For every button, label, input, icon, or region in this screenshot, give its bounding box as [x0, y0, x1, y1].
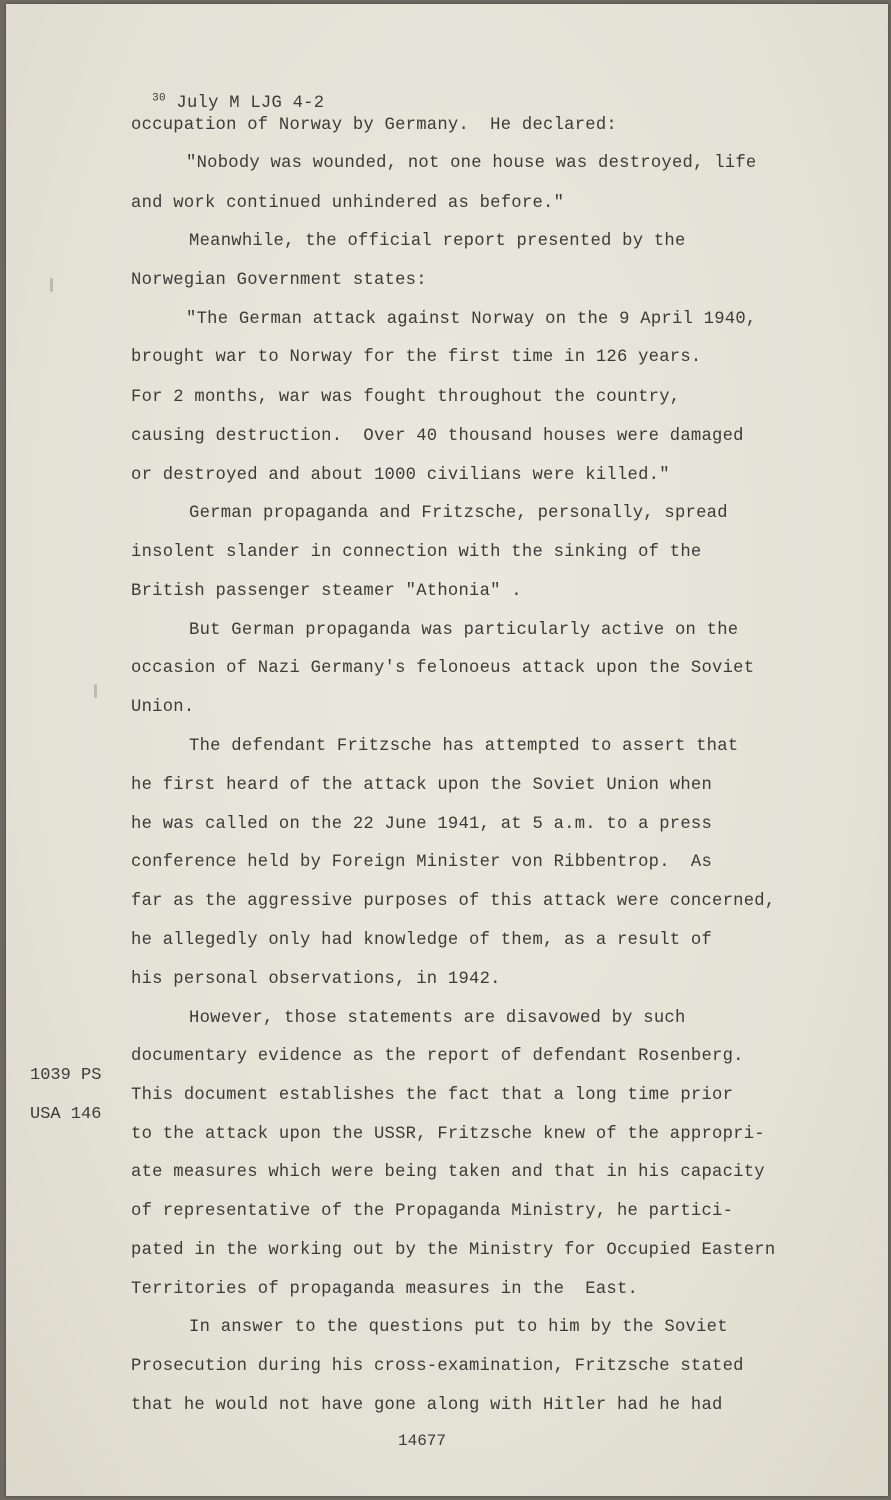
text-line: occupation of Norway by Germany. He declared: — [131, 116, 617, 135]
text-line: that he would not have gone along with Hitler had he had — [131, 1396, 723, 1415]
text-line: ate measures which were being taken and that in his capacity — [131, 1163, 765, 1182]
text-line: of representative of the Propaganda Ministry, he partici- — [131, 1202, 734, 1221]
header-date-superscript: 30 — [152, 92, 166, 105]
document-header — [131, 74, 324, 114]
text-line: The defendant Fritzsche has attempted to assert that — [189, 737, 739, 756]
text-line: But German propaganda was particularly active on the — [189, 621, 739, 640]
page-number: 14677 — [398, 1432, 447, 1450]
text-line: to the attack upon the USSR, Fritzsche knew of the appropri- — [131, 1125, 765, 1144]
margin-reference: USA 146 — [30, 1105, 102, 1124]
text-line: "Nobody was wounded, not one house was destroyed, life — [186, 154, 757, 173]
header-date-text: July M LJG 4-2 — [165, 94, 325, 113]
text-line: brought war to Norway for the first time in 126 years. — [131, 348, 702, 367]
text-line: Norwegian Government states: — [131, 271, 427, 290]
text-line: his personal observations, in 1942. — [131, 970, 501, 989]
text-line: Union. — [131, 698, 195, 717]
text-line: British passenger steamer "Athonia" . — [131, 582, 522, 601]
text-line: "The German attack against Norway on the 9 April 1940, — [186, 310, 757, 329]
text-line: documentary evidence as the report of defendant Rosenberg. — [131, 1047, 744, 1066]
text-line: he was called on the 22 June 1941, at 5 a.m. to a press — [131, 815, 713, 834]
text-line: conference held by Foreign Minister von Ribbentrop. As — [131, 853, 713, 872]
text-line: Territories of propaganda measures in the East. — [131, 1280, 639, 1299]
punch-hole-mark — [50, 278, 53, 292]
punch-hole-mark — [94, 684, 97, 698]
text-line: Prosecution during his cross-examination, Fritzsche stated — [131, 1357, 744, 1376]
text-line: and work continued unhindered as before." — [131, 194, 565, 213]
margin-reference: 1039 PS — [30, 1066, 102, 1085]
text-line: he allegedly only had knowledge of them, as a result of — [131, 931, 713, 950]
text-line: far as the aggressive purposes of this attack were concerned, — [131, 892, 776, 911]
text-line: pated in the working out by the Ministry for Occupied Eastern — [131, 1241, 776, 1260]
text-line: In answer to the questions put to him by the Soviet — [189, 1318, 728, 1337]
text-line: he first heard of the attack upon the Soviet Union when — [131, 776, 713, 795]
text-line: insolent slander in connection with the sinking of the — [131, 543, 702, 562]
text-line: occasion of Nazi Germany's felonoeus attack upon the Soviet — [131, 659, 755, 678]
text-line: causing destruction. Over 40 thousand houses were damaged — [131, 427, 744, 446]
text-line: or destroyed and about 1000 civilians were killed." — [131, 466, 670, 485]
text-line: For 2 months, war was fought throughout the country, — [131, 388, 681, 407]
text-line: However, those statements are disavowed by such — [189, 1009, 686, 1028]
text-line: This document establishes the fact that a long time prior — [131, 1086, 734, 1105]
text-line: German propaganda and Fritzsche, personally, spread — [189, 504, 728, 523]
text-line: Meanwhile, the official report presented by the — [189, 232, 686, 251]
